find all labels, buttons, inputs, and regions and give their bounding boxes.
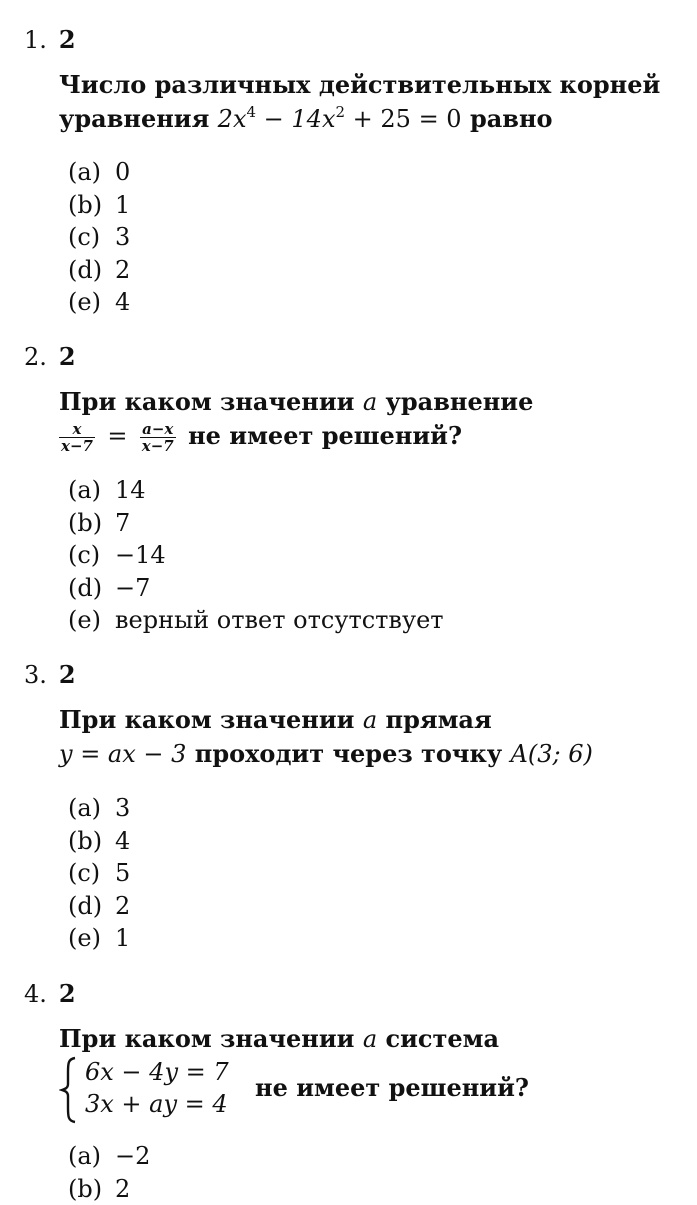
equation	[218, 105, 462, 133]
option[interactable]	[68, 1140, 150, 1173]
option-value: 14	[115, 476, 146, 504]
option-value: 4	[115, 826, 131, 855]
option-value: 5	[115, 859, 131, 888]
fraction-denominator: x−7	[61, 437, 93, 455]
question-header	[24, 661, 76, 689]
options-list	[68, 1140, 150, 1205]
system-equation-1: 6x − 4y = 7	[85, 1058, 229, 1086]
question-text-line	[59, 703, 593, 737]
option[interactable]	[68, 792, 130, 825]
question-number: 4.	[24, 980, 47, 1008]
question-text	[59, 1022, 529, 1126]
option-label: (b)	[68, 1174, 103, 1203]
question-text-line	[59, 1022, 529, 1056]
option-value: верный ответ отсутствует	[115, 606, 444, 635]
eq-term: 2x	[217, 105, 247, 133]
question-points: 2	[58, 342, 76, 371]
fraction	[140, 421, 176, 454]
option[interactable]	[68, 254, 130, 287]
option-value: 3	[115, 794, 131, 822]
option-label: (a)	[68, 476, 102, 504]
option[interactable]	[68, 539, 444, 572]
option[interactable]	[68, 507, 444, 540]
option-label: (e)	[68, 924, 101, 953]
text-fragment: При каком значении	[59, 705, 355, 734]
option-label: (d)	[68, 573, 103, 602]
question-text-line	[59, 102, 660, 136]
equation-system	[59, 1056, 229, 1120]
question-text-line	[59, 737, 593, 771]
question-number: 2.	[24, 343, 47, 371]
option-label: (c)	[68, 859, 101, 888]
text-fragment: проходит через точку	[194, 739, 503, 768]
option-label: (d)	[68, 891, 103, 920]
options-list	[68, 474, 444, 637]
question-points: 2	[58, 25, 76, 54]
option-label: (e)	[68, 606, 101, 635]
point-label: A(3; 6)	[510, 740, 593, 768]
text-fragment: уравнение	[385, 387, 534, 416]
eq-exponent: 4	[246, 103, 257, 121]
option[interactable]	[68, 189, 130, 222]
option-value: −14	[115, 541, 166, 570]
line-equation: y = ax − 3	[59, 740, 187, 768]
option-value: −2	[115, 1142, 151, 1170]
option[interactable]	[68, 474, 444, 507]
text-fragment: уравнения	[59, 104, 210, 133]
variable-a: a	[362, 1025, 378, 1053]
option-label: (c)	[68, 223, 101, 252]
text-fragment: система	[385, 1024, 500, 1053]
options-list	[68, 792, 130, 955]
option[interactable]	[68, 1173, 150, 1205]
fraction-numerator: x	[59, 421, 95, 438]
option-value: 2	[115, 255, 131, 284]
variable-a: a	[362, 388, 378, 416]
question-header	[24, 26, 76, 54]
eq-exponent: 2	[335, 103, 346, 121]
question-text	[59, 385, 533, 454]
option-value: 2	[115, 1174, 131, 1203]
fraction-numerator: a−x	[140, 421, 176, 438]
question-text-line	[59, 1056, 529, 1126]
option[interactable]	[68, 857, 130, 890]
question-points: 2	[58, 979, 76, 1008]
option-label: (d)	[68, 255, 103, 284]
eq-term: + 25 = 0	[345, 105, 462, 133]
text-fragment: При каком значении	[59, 1024, 355, 1053]
question-number: 3.	[24, 661, 47, 689]
text-fragment: равно	[469, 104, 553, 133]
text-fragment: При каком значении	[59, 387, 355, 416]
option[interactable]	[68, 922, 130, 955]
option-value: 1	[115, 190, 131, 219]
options-list	[68, 156, 130, 319]
option[interactable]	[68, 604, 444, 637]
fraction	[59, 421, 95, 454]
option-label: (c)	[68, 541, 101, 570]
text-fragment: прямая	[385, 705, 492, 734]
option-label: (a)	[68, 158, 102, 186]
option-value: 1	[115, 924, 131, 953]
text-fragment: не имеет решений?	[188, 421, 463, 450]
option[interactable]	[68, 156, 130, 189]
variable-a: a	[362, 706, 378, 734]
option-value: 4	[115, 288, 131, 317]
question-points: 2	[58, 660, 76, 689]
question-text-line	[55, 419, 533, 454]
option-value: −7	[115, 573, 151, 602]
option-label: (b)	[68, 508, 103, 537]
option-value: 3	[115, 223, 131, 252]
question-number: 1.	[24, 26, 47, 54]
equals-sign: =	[107, 422, 128, 450]
text-fragment: не имеет решений?	[255, 1073, 529, 1102]
option[interactable]	[68, 572, 444, 605]
option-value: 2	[115, 891, 131, 920]
question-text-line	[59, 385, 533, 419]
eq-term: − 14x	[256, 105, 336, 133]
option-value: 7	[115, 508, 131, 537]
option[interactable]	[68, 286, 130, 319]
question-text	[59, 703, 593, 771]
fraction-denominator: x−7	[141, 437, 174, 455]
option-label: (a)	[68, 1142, 102, 1170]
brace-icon	[59, 1056, 81, 1124]
option[interactable]	[68, 890, 130, 923]
option[interactable]	[68, 221, 130, 254]
question-text	[59, 68, 660, 136]
option-label: (e)	[68, 288, 101, 317]
question-header	[24, 343, 76, 371]
option-label: (b)	[68, 826, 103, 855]
option-label: (b)	[68, 190, 103, 219]
option[interactable]	[68, 825, 130, 858]
option-value: 0	[115, 158, 131, 186]
system-equation-2: 3x + ay = 4	[85, 1090, 228, 1118]
question-header	[24, 980, 76, 1008]
option-label: (a)	[68, 794, 102, 822]
question-text-line: Число различных действительных корней	[59, 70, 661, 99]
